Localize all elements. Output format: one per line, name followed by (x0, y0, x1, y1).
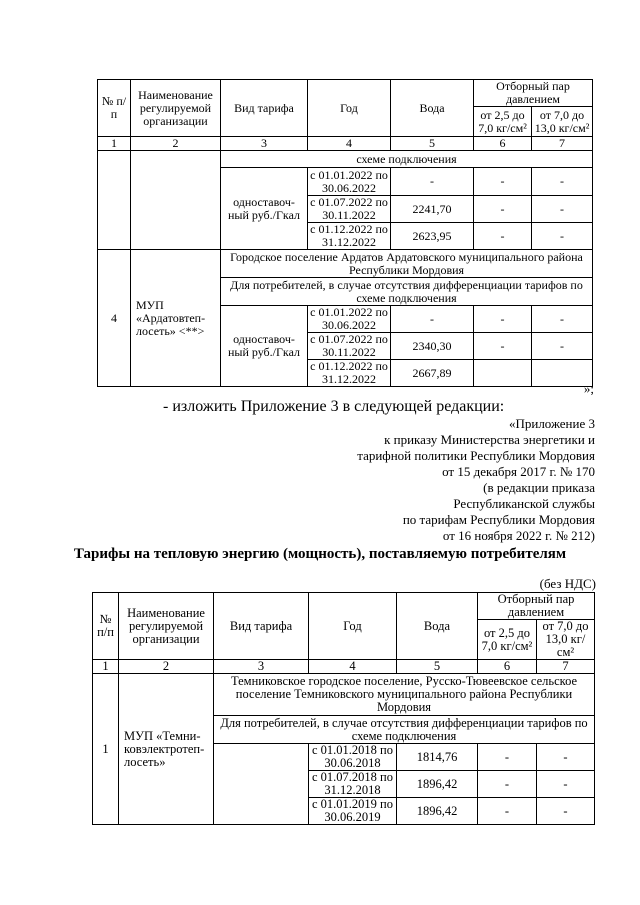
period-cell: с 01.01.2018 по 30.06.2018 (309, 744, 397, 771)
col-number: 4 (309, 660, 397, 674)
annex-note-line: от 16 ноября 2022 г. № 212) (442, 528, 595, 543)
steam-low-value: - (478, 744, 537, 771)
col-number: 5 (391, 137, 474, 151)
col-number: 7 (537, 660, 595, 674)
organization-name: МУП «Темни-ковэлектротеп-лосеть» (119, 674, 214, 825)
org-cell-empty (131, 151, 221, 250)
water-value: 1896,42 (397, 771, 478, 798)
header-num: № п/п (93, 593, 119, 660)
header-tariff-type: Вид тарифа (221, 80, 308, 137)
period-cell: с 01.12.2022 по 31.12.2022 (308, 223, 391, 250)
col-number: 2 (119, 660, 214, 674)
steam-low-value: - (474, 196, 532, 223)
header-org: Наименование регулируемой организации (131, 80, 221, 137)
header-water: Вода (397, 593, 478, 660)
steam-high-value: - (532, 306, 593, 333)
steam-high-value: - (532, 223, 593, 250)
header-tariff-type: Вид тарифа (214, 593, 309, 660)
steam-low-value: - (474, 168, 532, 196)
header-year: Год (308, 80, 391, 137)
annex-note-line: (в редакции приказа (483, 480, 595, 495)
row-number: 1 (93, 674, 119, 825)
period-cell: с 01.01.2019 по 30.06.2019 (309, 798, 397, 825)
header-steam-high: от 7,0 до 13,0 кг/см² (537, 620, 595, 660)
annex-note-line: Республиканской службы (453, 496, 595, 511)
header-water: Вода (391, 80, 474, 137)
steam-low-value: - (478, 798, 537, 825)
header-steam-high: от 7,0 до 13,0 кг/см² (532, 107, 593, 137)
page-title: Тарифы на тепловую энергию (мощность), поставляемую потребителям (73, 546, 567, 562)
table-closing-mark: »; (583, 381, 594, 396)
annex-note-line: тарифной политики Республики Мордовия (357, 448, 595, 463)
tariff-table (92, 592, 595, 825)
col-number: 1 (98, 137, 131, 151)
steam-high-value: - (532, 168, 593, 196)
header-org: Наименование регулируемой организации (119, 593, 214, 660)
col-number: 4 (308, 137, 391, 151)
col-number: 5 (397, 660, 478, 674)
amendment-line: - изложить Приложение 3 в следующей редакции: (163, 398, 505, 415)
tariff-type-cell: одноставоч-ный руб./Гкал (221, 168, 308, 250)
col-number: 3 (221, 137, 308, 151)
row-number: 4 (98, 250, 131, 387)
settlement-row: Городское поселение Ардатов Ардатовского муниципального района Республики Мордовия (221, 250, 593, 278)
header-steam-low: от 2,5 до 7,0 кг/см² (474, 107, 532, 137)
col-number: 2 (131, 137, 221, 151)
header-steam-low: от 2,5 до 7,0 кг/см² (478, 620, 537, 660)
water-value: 2623,95 (391, 223, 474, 250)
tariff-type-cell: одноставоч-ный руб./Гкал (221, 306, 308, 387)
col-number: 6 (478, 660, 537, 674)
header-year: Год (309, 593, 397, 660)
col-number: 7 (532, 137, 593, 151)
steam-low-value: - (474, 223, 532, 250)
steam-high-value: - (532, 333, 593, 360)
col-number: 6 (474, 137, 532, 151)
period-cell: с 01.12.2022 по 31.12.2022 (308, 360, 391, 387)
period-cell: с 01.07.2018 по 31.12.2018 (309, 771, 397, 798)
scheme-row: схеме подключения (221, 151, 593, 168)
steam-low-value (474, 360, 532, 387)
num-cell-empty (98, 151, 131, 250)
header-num: № п/п (98, 80, 131, 137)
organization-name: МУП «Ардатовтеп-лосеть» <**> (131, 250, 221, 387)
tariff-type-cell-empty (214, 744, 309, 825)
water-value: 2241,70 (391, 196, 474, 223)
header-steam-group: Отборный пар давлением (478, 593, 595, 620)
water-value: 1896,42 (397, 798, 478, 825)
col-number: 1 (93, 660, 119, 674)
period-cell: с 01.07.2022 по 30.11.2022 (308, 333, 391, 360)
steam-low-value: - (478, 771, 537, 798)
settlement-row: Темниковское городское поселение, Русско-Тювеевское сельское поселение Темниковского муниципального района Республики Мордовия (214, 674, 595, 716)
steam-low-value: - (474, 333, 532, 360)
period-cell: с 01.01.2022 по 30.06.2022 (308, 306, 391, 333)
annex-note-line: от 15 декабря 2017 г. № 170 (442, 464, 595, 479)
water-value: 2340,30 (391, 333, 474, 360)
period-cell: с 01.01.2022 по 30.06.2022 (308, 168, 391, 196)
steam-low-value: - (474, 306, 532, 333)
header-steam-group: Отборный пар давлением (474, 80, 593, 107)
period-cell: с 01.07.2022 по 30.11.2022 (308, 196, 391, 223)
tariff-table-continued (97, 79, 593, 387)
col-number: 3 (214, 660, 309, 674)
steam-high-value: - (537, 744, 595, 771)
steam-high-value: - (537, 798, 595, 825)
annex-note-line: по тарифам Республики Мордовия (402, 512, 595, 527)
water-value: 2667,89 (391, 360, 474, 387)
annex-note-line: «Приложение 3 (508, 416, 595, 431)
steam-high-value: - (537, 771, 595, 798)
water-value: - (391, 306, 474, 333)
consumers-row: Для потребителей, в случае отсутствия дифференциации тарифов по схеме подключения (214, 716, 595, 744)
water-value: 1814,76 (397, 744, 478, 771)
annex-note-line: к приказу Министерства энергетики и (384, 432, 595, 447)
water-value: - (391, 168, 474, 196)
vat-note: (без НДС) (539, 576, 596, 591)
steam-high-value: - (532, 196, 593, 223)
consumers-row: Для потребителей, в случае отсутствия дифференциации тарифов по схеме подключения (221, 278, 593, 306)
